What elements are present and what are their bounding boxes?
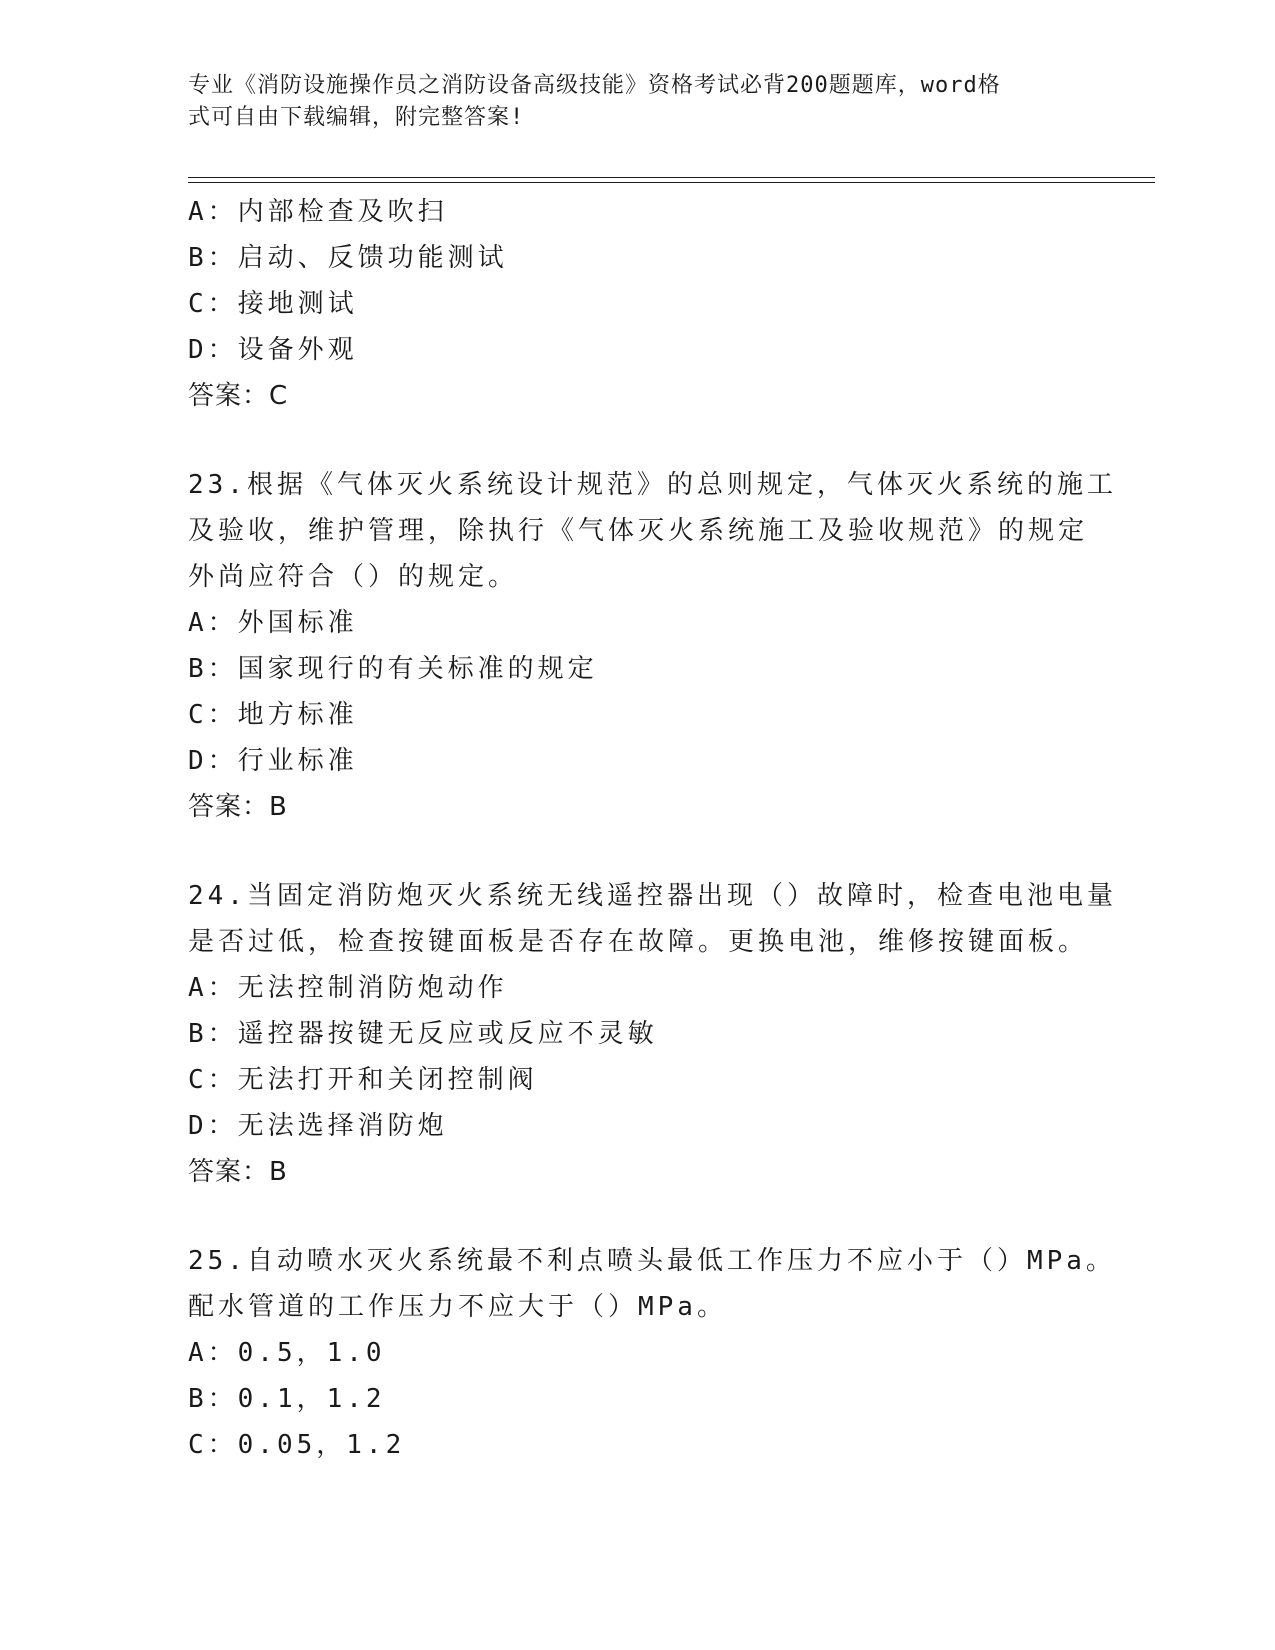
- spacer: [188, 1195, 1088, 1238]
- question-text-line: 及验收，维护管理，除执行《气体灭火系统施工及验收规范》的规定: [188, 516, 1089, 546]
- document-header: [188, 70, 1078, 134]
- spacer: [188, 830, 1088, 873]
- option-a: A：0.5，1.0: [188, 1338, 386, 1368]
- header-line-1: 专业《消防设施操作员之消防设备高级技能》资格考试必背200题题库，word格: [188, 73, 1001, 98]
- question-23: [188, 462, 1117, 830]
- header-divider-bottom: [188, 182, 1155, 183]
- question-text-line: 配水管道的工作压力不应大于（）MPa。: [188, 1292, 727, 1322]
- spacer: [188, 419, 1088, 462]
- option-b: B：0.1，1.2: [188, 1384, 386, 1414]
- option-d: D：行业标准: [188, 746, 358, 776]
- header-line-2: 式可自由下载编辑，附完整答案!: [188, 105, 525, 130]
- question-text-line: 24.当固定消防炮灭火系统无线遥控器出现（）故障时，检查电池电量: [188, 881, 1117, 911]
- question-text-line: 23.根据《气体灭火系统设计规范》的总则规定，气体灭火系统的施工: [188, 470, 1117, 500]
- option-c: C：无法打开和关闭控制阀: [188, 1065, 538, 1095]
- question-24: [188, 873, 1117, 1195]
- option-a: A：内部检查及吹扫: [188, 197, 448, 227]
- option-c: C：0.05，1.2: [188, 1430, 406, 1460]
- option-c: C：接地测试: [188, 289, 358, 319]
- option-b: B：启动、反馈功能测试: [188, 243, 508, 273]
- answer: 答案：B: [188, 792, 288, 822]
- option-b: B：遥控器按键无反应或反应不灵敏: [188, 1019, 658, 1049]
- header-divider-top: [188, 177, 1155, 178]
- question-25: [188, 1238, 1116, 1468]
- question-list: [188, 189, 1117, 1468]
- option-c: C：地方标准: [188, 700, 358, 730]
- question-text-line: 是否过低，检查按键面板是否存在故障。更换电池，维修按键面板。: [188, 927, 1089, 957]
- question-text-line: 25.自动喷水灭火系统最不利点喷头最低工作压力不应小于（）MPa。: [188, 1246, 1116, 1276]
- option-d: D：设备外观: [188, 335, 358, 365]
- option-d: D：无法选择消防炮: [188, 1111, 448, 1141]
- option-a: A：无法控制消防炮动作: [188, 973, 508, 1003]
- answer: 答案：C: [188, 381, 289, 411]
- option-b: B：国家现行的有关标准的规定: [188, 654, 598, 684]
- question-text-line: 外尚应符合（）的规定。: [188, 562, 519, 592]
- option-a: A：外国标准: [188, 608, 358, 638]
- question-22: [188, 189, 1088, 419]
- answer: 答案：B: [188, 1157, 288, 1187]
